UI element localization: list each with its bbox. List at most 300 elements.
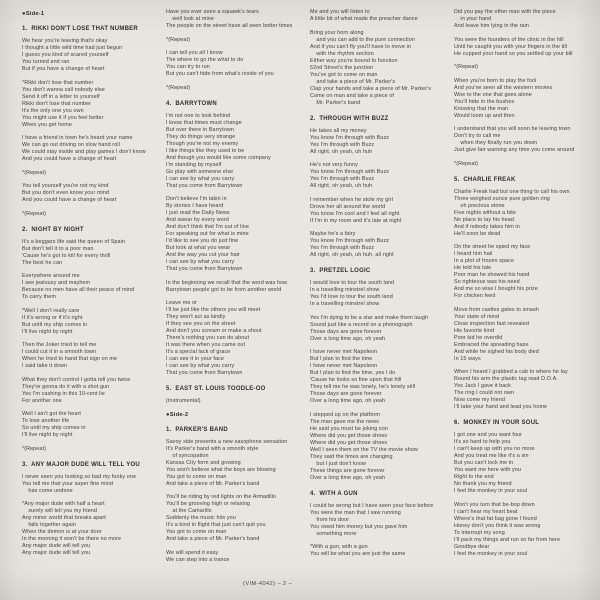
- stanza: [454, 126, 594, 154]
- lyric-line: And don't you scream or make a shout: [166, 328, 262, 334]
- lyric-line: You tell yourself you're not my kind: [22, 183, 109, 189]
- lyric-line: All right, oh yeah, uh huh: [310, 183, 373, 189]
- lyric-line: In a travelling minstrel show: [310, 301, 380, 307]
- stanza: [454, 502, 594, 558]
- lyric-line: So until my ship comes in: [22, 425, 86, 431]
- lyric-line: of syncopation: [166, 452, 209, 459]
- stanza: [166, 9, 306, 30]
- lyric-line: Rikki don't lose that number: [22, 100, 92, 107]
- stanza: [454, 244, 594, 300]
- lyric-line: I stepped up on the platform: [310, 411, 380, 418]
- lyric-line: *(Repeat): [22, 445, 46, 452]
- stanza: [166, 85, 306, 92]
- lyric-line: I can see by what you carry: [166, 259, 235, 265]
- lyric-line: And take a piece of Mr. Parker's band: [166, 536, 260, 542]
- lyric-line: But over there in Barrytown: [166, 126, 235, 133]
- lyric-line: He said you must be joking son: [310, 425, 388, 432]
- lyric-line: The man gave me the news: [310, 418, 379, 425]
- lyric-line: I'll be just like the others you will meet: [166, 307, 261, 313]
- lyric-line: Don't try to call me: [454, 133, 501, 139]
- lyric-line: I understand that you will soon be leaving town: [454, 126, 571, 132]
- stanza: [310, 231, 450, 259]
- lyric-line: It's Parker's band with a smooth style: [166, 445, 259, 452]
- lyric-line: The best he can: [22, 259, 63, 266]
- lyric-line: And if you can't fly you'll have to move in: [310, 43, 412, 50]
- lyric-line: You know I'm through with Buzz: [310, 238, 390, 244]
- stanza: [22, 135, 162, 163]
- lyric-line: I would love to tour the south land: [310, 280, 395, 286]
- lyric-line: I have a friend in town he's heard your name: [22, 135, 133, 141]
- stanza: [454, 78, 594, 120]
- lyric-line: Don't believe I'm takin in: [166, 196, 227, 202]
- stanza: [166, 439, 306, 488]
- lyric-line: For speaking out for what is mine: [166, 231, 249, 237]
- lyrics-column-4: [454, 9, 594, 570]
- lyric-line: has come undone: [22, 487, 73, 494]
- lyric-line: Would loom up and then: [454, 112, 515, 119]
- lyric-line: Savoy side presents a new saxophone sensation: [166, 438, 288, 445]
- lyric-line: I never seen you looking so bad my funky one: [22, 473, 137, 480]
- lyric-line: Did you pay the other man with the piece: [454, 9, 556, 15]
- lyric-line: You'll be grooving high or relaxing: [166, 501, 251, 507]
- stanza: [22, 446, 162, 453]
- lyric-line: In a travelling minstrel show: [310, 287, 380, 293]
- stanza: [22, 501, 162, 557]
- lyric-line: And you could have a change of heart: [22, 197, 117, 203]
- lyric-line: I'll pack my things and run so far from here: [454, 536, 561, 543]
- lyric-line: Then the Joker tried to tell me: [22, 342, 97, 348]
- lyric-line: *(Repeat): [454, 64, 478, 70]
- lyric-line: 'Cause he's got to kill for every thrill: [22, 252, 111, 259]
- lyric-line: We will spend it easy: [166, 549, 219, 556]
- lyric-line: Maybe he's a fairy: [310, 231, 356, 237]
- lyric-line: When I heard I grabbed a cab to where he lay: [454, 369, 568, 375]
- stanza: [22, 239, 162, 267]
- lyric-line: Yes I'd love to tour the south land: [310, 294, 393, 300]
- lyric-line: His favorite kind: [454, 327, 495, 334]
- lyric-line: 52nd Street's the junction: [310, 64, 374, 71]
- lyric-line: But you don't even know your mind: [22, 190, 110, 196]
- lyric-line: In the beginning we recall that the word was how: [166, 279, 288, 286]
- stanza: [454, 189, 594, 238]
- lyric-line: Yes I'm cashing in this 10-cent lie: [22, 390, 105, 397]
- lyric-line: And you treat me like it's a sin: [454, 453, 529, 459]
- stanza: [454, 37, 594, 58]
- lyric-line: And you could have a change of heart: [22, 156, 117, 162]
- lyric-line: He told his tale: [454, 265, 492, 271]
- lyric-line: I know that times must change: [166, 119, 242, 126]
- lyric-line: (Instrumental): [166, 398, 201, 404]
- lyric-line: For chicken feed: [454, 293, 496, 299]
- lyric-line: No place to lay his head: [454, 216, 514, 223]
- lyric-line: I just read the Daily News: [166, 210, 230, 216]
- lyric-line: All right, oh yeah, uh huh, all right: [310, 252, 394, 258]
- lyric-line: Bring your horn along: [310, 29, 364, 36]
- stanza: [310, 280, 450, 308]
- lyric-line: These things are gone forever: [310, 467, 385, 474]
- stanza: [22, 38, 162, 73]
- lyric-line: I could be wrong but I have seen your face before: [310, 502, 434, 509]
- lyric-line: And don't think that I'm out of line: [166, 224, 249, 230]
- song-title: 5. EAST ST. LOUIS TOODLE-OO: [166, 386, 266, 392]
- lyric-line: By stories I have heard: [166, 203, 224, 209]
- lyric-line: To carry them: [22, 294, 56, 300]
- lyric-line: in your hand: [454, 16, 492, 22]
- stanza: [22, 377, 162, 405]
- lyric-line: There's nothing you can do about: [166, 335, 250, 341]
- lyric-line: Drove her all around the world: [310, 203, 386, 210]
- lyric-line: Yes I'm through with Buzz: [310, 176, 375, 182]
- lyric-line: To lose another life: [22, 418, 70, 424]
- lyric-line: Move from castles gates to smash: [454, 306, 539, 313]
- lyric-line: That you come from Barrytown: [166, 266, 243, 272]
- song-title: 1. PARKER'S BAND: [166, 426, 228, 433]
- stanza: [166, 37, 306, 44]
- stanza: [454, 432, 594, 495]
- stanza: [22, 170, 162, 177]
- lyric-line: So righteous was his need: [454, 279, 520, 285]
- lyric-line: Charlie Freak had but one thing to call his own: [454, 188, 570, 195]
- lyric-line: When the demon is at your door: [22, 529, 102, 535]
- stanza: [310, 503, 450, 538]
- lyric-line: I feel the monkey in your soul: [454, 550, 528, 557]
- lyric-line: Any major dude will tell you: [22, 550, 91, 556]
- lyric-line: Those days are gone forever: [310, 391, 382, 397]
- lyric-line: Because no men have all their peace of mind: [22, 287, 135, 293]
- lyric-line: It's a special lack of grace: [166, 349, 231, 355]
- lyric-line: You might use it if you feel better: [22, 114, 104, 121]
- lyric-line: I can't keep up with you no more: [454, 446, 535, 452]
- lyric-line: well look at mine: [166, 16, 214, 22]
- lyric-line: You know I'm through with Buzz: [310, 169, 390, 175]
- lyrics-column-1: [22, 9, 162, 570]
- stanza: [310, 544, 450, 558]
- lyric-line: And leave him lying in the rain: [454, 23, 530, 29]
- lyrics-column-2: [166, 9, 306, 570]
- lyric-line: You turned and ran: [22, 59, 70, 65]
- lyric-line: What they don't control I gotta tell you twice: [22, 376, 131, 383]
- lyric-line: Poor man he showed his hand: [454, 272, 530, 278]
- stanza: [310, 197, 450, 225]
- stanza: [22, 273, 162, 301]
- lyric-line: It's the only one you own: [22, 107, 84, 114]
- lyric-line: But if you have a change of heart: [22, 66, 105, 72]
- lyric-line: Where's that fat bag gone I found: [454, 515, 537, 522]
- lyric-line: Though you're not my enemy: [166, 140, 239, 147]
- lyric-line: I like things like they used to be: [166, 147, 245, 154]
- lyric-line: And you've seen all the western movies: [454, 84, 553, 91]
- song-title: 3. ANY MAJOR DUDE WILL TELL YOU: [22, 461, 141, 468]
- lyric-line: We can step into a trance: [166, 556, 230, 563]
- lyric-line: Any major dude will tell you: [22, 543, 91, 549]
- lyric-line: Knowing that the man: [454, 105, 509, 112]
- lyric-line: He cupped your hand so you settled up your bill: [454, 50, 573, 57]
- lyric-line: If it's wrong or if it's right: [22, 314, 83, 321]
- lyric-line: *With a gun, with a gun: [310, 544, 368, 550]
- lyric-line: For another one: [22, 397, 62, 404]
- lyric-line: That you come from Barrytown: [166, 182, 243, 189]
- lyric-line: He's not very funny: [310, 162, 358, 168]
- lyric-line: Honey don't you think it was wrong: [454, 522, 541, 529]
- lyric-line: Your state of mind: [454, 313, 500, 320]
- lyric-line: I can see it in your face: [166, 356, 224, 362]
- lyric-line: In 15 ways: [454, 355, 481, 362]
- lyric-line: I have never met Napoleon: [310, 349, 378, 355]
- lyric-line: I remember when he stole my girl: [310, 196, 393, 203]
- lyric-line: You got to come on man: [166, 473, 227, 480]
- lyric-line: In a plot of frozen space: [454, 258, 515, 264]
- stanza: [310, 349, 450, 405]
- stanza: [22, 411, 162, 439]
- lyric-line: He takes all my money: [310, 127, 367, 134]
- lyric-line: Until he caught you with your fingers in the till: [454, 43, 568, 50]
- lyric-line: You owed him money but you gave him: [310, 523, 408, 530]
- lyric-line: *(Repeat): [22, 169, 46, 176]
- lyric-line: Mr. Parker's band: [310, 99, 361, 106]
- lyric-line: with the rhythm section: [310, 50, 374, 57]
- lyric-line: I thought a little wild time had just begun: [22, 45, 123, 51]
- lyric-line: Round his arm the plastic tag read D.O.A.: [454, 376, 558, 382]
- lyric-line: And the way you cut your hair: [166, 252, 240, 258]
- stanza: [310, 162, 450, 190]
- stanza: [166, 280, 306, 294]
- stanza: [454, 307, 594, 363]
- lyric-line: at the Camarillo: [166, 508, 212, 514]
- lyric-line: Now come my friend: [454, 397, 505, 403]
- lyric-line: *(Repeat): [454, 160, 478, 167]
- lyric-line: The where to go the what to do: [166, 57, 244, 63]
- lyric-line: You'll hide in the bushes: [454, 98, 515, 105]
- stanza: [166, 113, 306, 190]
- lyric-line: You want me here with you: [454, 467, 522, 473]
- stanza: [166, 300, 306, 377]
- lyric-line: We could stay inside and play games I don't know: [22, 149, 146, 155]
- lyric-line: I guess you kind of scared yourself: [22, 52, 109, 58]
- lyric-line: I could cut it in a smooth town: [22, 349, 97, 355]
- lyric-line: And swear by every word: [166, 217, 229, 223]
- stanza: [166, 550, 306, 564]
- lyrics-columns: [22, 9, 596, 570]
- stanza: [454, 9, 594, 30]
- lyric-line: They won't act as kindly: [166, 314, 226, 320]
- lyric-line: Barrytown people got to be from another world: [166, 286, 282, 293]
- lyric-line: Over a long time ago, oh yeah: [310, 474, 386, 481]
- lyric-line: No thank you my friend: [454, 481, 512, 487]
- lyric-line: I'm standing by myself: [166, 161, 222, 168]
- lyric-line: Everywhere around me: [22, 273, 80, 279]
- lyric-line: but I just don't know: [310, 460, 366, 467]
- lyric-line: Clap your hands and take a piece of Mr. Parker's: [310, 85, 432, 92]
- song-title: 2. THROUGH WITH BUZZ: [310, 115, 389, 122]
- lyric-line: You've got to come on man: [310, 71, 378, 78]
- stanza: [310, 9, 450, 23]
- song-title: 4. BARRYTOWN: [166, 100, 217, 107]
- lyric-line: Well I ain't got the heart: [22, 411, 81, 417]
- lyric-line: When he tried to hand that sign on me: [22, 356, 118, 362]
- lyric-line: Over a long time ago, oh yeah: [310, 398, 386, 404]
- lyric-line: He'll soon be dead: [454, 230, 501, 237]
- stanza: [22, 474, 162, 495]
- lyric-line: And if nobody takes him in: [454, 223, 520, 230]
- lyric-line: Yes I'm through with Buzz: [310, 141, 375, 148]
- lyric-line: They tell me he was lonely, he's lonely still: [310, 384, 416, 390]
- song-title: 2. NIGHT BY NIGHT: [22, 226, 84, 233]
- lyric-line: In the morning it won't be there no more: [22, 536, 122, 542]
- lyric-line: When you're born to play the fool: [454, 77, 537, 84]
- lyric-line: from his door: [310, 516, 350, 523]
- lyric-line: Come on man and take a piece of: [310, 92, 395, 99]
- lyric-line: When you get home: [22, 121, 72, 128]
- lyric-line: You were the man that I saw running: [310, 509, 401, 516]
- lyric-line: Goodbye dear: [454, 543, 490, 550]
- stanza: [22, 80, 162, 129]
- lyric-line: But I plan to find the time, yes I do: [310, 370, 396, 376]
- lyric-line: falls together again: [22, 522, 76, 528]
- lyric-line: We hear you're leaving that's okay: [22, 38, 108, 44]
- lyric-line: I see jealousy and mayhem: [22, 280, 91, 286]
- stanza: [454, 161, 594, 168]
- lyric-line: But don't tell it to a poor man: [22, 245, 94, 252]
- lyric-line: That you come from Barrytown: [166, 370, 243, 376]
- side-marker: ●Side-1: [22, 11, 45, 17]
- lyric-line: I heard him hail: [454, 251, 493, 257]
- lyric-line: On the street he spied my face: [454, 244, 531, 250]
- song-title: 1. RIKKI DON'T LOSE THAT NUMBER: [22, 26, 138, 32]
- lyric-line: And take a piece of Mr. Parker's band: [166, 480, 260, 487]
- song-title: 6. MONKEY IN YOUR SOUL: [454, 420, 540, 426]
- lyric-line: Sound just like a record on a phonograph: [310, 321, 413, 328]
- lyric-line: 'Cause he looks so fine upon that hill: [310, 377, 402, 383]
- lyric-line: when they finally run you down: [454, 140, 538, 146]
- lyric-line: and you can add to the pure connection: [310, 36, 415, 43]
- lyric-line: It's a bind in flight that just can't quit you: [166, 522, 266, 528]
- lyric-line: Those days are gone forever: [310, 328, 382, 335]
- lyric-line: Go play with someone else: [166, 168, 234, 175]
- lyric-line: You know I'm through with Buzz: [310, 134, 390, 141]
- lyric-line: It's so hard to help you: [454, 439, 511, 445]
- stanza: [310, 30, 450, 107]
- lyric-line: You will be what you are just the same: [310, 551, 406, 557]
- lyric-line: Me and you will listen to: [310, 9, 370, 15]
- stanza: [454, 369, 594, 411]
- stanza: [22, 342, 162, 370]
- lyric-line: To interrupt my song: [454, 529, 505, 536]
- stanza: [22, 183, 162, 204]
- lyric-line: And though you would like some company: [166, 154, 271, 161]
- lyric-line: Five nights without a bite: [454, 209, 516, 216]
- lyric-line: If I'm in my room and it's late at night: [310, 217, 402, 224]
- lyric-line: Where did you get those shoes: [310, 432, 388, 439]
- lyric-line: Suddenly the music hits you: [166, 515, 236, 521]
- lyric-line: I'll live night by night: [22, 328, 73, 335]
- lyric-line: But look at what you wear: [166, 245, 231, 251]
- lyric-line: *Any major dude with half a heart: [22, 501, 105, 507]
- lyric-line: You don't wanna call nobody else: [22, 86, 105, 93]
- lyric-line: I'll live night by night: [22, 432, 73, 438]
- lyric-line: But you can't hide from what's inside of you: [166, 71, 274, 77]
- song-title: 5. CHARLIE FREAK: [454, 176, 516, 183]
- lyric-line: Three weighed ounce pure golden ring: [454, 195, 550, 202]
- lyric-line: I have never met Napoleon: [310, 363, 378, 369]
- lyric-line: And me so wise I bought his prize: [454, 286, 538, 292]
- lyric-line: They do things very strange: [166, 133, 236, 140]
- footer-catalog-number: (VIM-4042) – 2 –: [243, 581, 293, 587]
- stanza: [310, 412, 450, 482]
- lyric-line: But I plan to find the time: [310, 356, 373, 362]
- lyric-line: Over a long time ago, oh yeah: [310, 335, 386, 342]
- lyric-line: Any minor world that breaks apart: [22, 515, 106, 521]
- lyric-line: and take a piece of Mr. Parker's: [310, 78, 396, 85]
- lyric-line: The ring I could not own: [454, 390, 514, 396]
- lyric-line: I'm not one to look behind: [166, 112, 231, 119]
- lyric-line: Kansas City form and growing: [166, 459, 241, 466]
- song-title: 3. PRETZEL LOGIC: [310, 268, 371, 274]
- lyric-line: I got one and you want four: [454, 432, 523, 438]
- song-title: 4. WITH A GUN: [310, 490, 358, 497]
- stanza: [22, 308, 162, 336]
- lyric-line: Have you ever seen a squawk's tears: [166, 9, 259, 15]
- lyric-line: And while he sighed his body died: [454, 348, 539, 355]
- lyric-line: I can't hear my heart beat: [454, 508, 518, 515]
- lyric-line: You can try to run: [166, 64, 210, 70]
- lyric-line: I'd like to see you do just fine: [166, 238, 239, 244]
- stanza: [166, 196, 306, 273]
- lyric-line: Poor kid he overdid: [454, 334, 503, 341]
- lyric-line: Right to the end: [454, 474, 494, 480]
- lyric-line: Just give fair warning any time you come around: [454, 147, 575, 153]
- lyric-line: Send it off in a letter to yourself: [22, 93, 100, 100]
- lyric-line: *(Repeat): [166, 84, 190, 91]
- lyric-line: *Rikki don't lose that number: [22, 79, 94, 86]
- lyric-line: All right, oh yeah, uh huh: [310, 148, 373, 155]
- lyric-line: If they see you on the street: [166, 321, 236, 327]
- lyric-line: Where did you get those shoes: [310, 439, 388, 446]
- lyric-line: They said the times are changing: [310, 453, 393, 460]
- lyric-line: *(Repeat): [22, 210, 46, 217]
- lyric-line: You won't believe what the boys are blowing: [166, 466, 276, 473]
- lyric-line: Won't you turn that be-bop down: [454, 501, 535, 508]
- lyric-line: It's a beggars life said the queen of Spain: [22, 238, 126, 245]
- lyric-line: Embraced the spreading haze: [454, 341, 529, 348]
- lyric-line: *Well I don't really care: [22, 307, 80, 314]
- lyric-line: I said take it down: [22, 363, 68, 369]
- lyric-line: The people on the street have all seen better times: [166, 23, 293, 29]
- lyric-line: I'll take your hand and lead you home: [454, 404, 548, 410]
- stanza: [166, 494, 306, 543]
- lyric-line: I can see by what you carry: [166, 175, 235, 182]
- lyric-line: Either way you're bound to function: [310, 57, 398, 64]
- lyric-line: You'll be riding by red lights on the Armadillo: [166, 494, 277, 500]
- lyric-line: something more: [310, 530, 357, 537]
- lyric-line: You tell me that your super fine mind: [22, 480, 113, 487]
- lyric-line: A little bit of what made the preacher dance: [310, 16, 418, 22]
- lyric-line: But you can't lock me in: [454, 460, 514, 466]
- stanza: [310, 315, 450, 343]
- lyric-line: oh precious stone: [454, 202, 505, 209]
- lyric-line: You got to come on man: [166, 529, 227, 535]
- lyric-line: You know I'm cool and I feel all right: [310, 210, 400, 217]
- lyric-line: I can tell you all I know: [166, 50, 223, 56]
- stanza: [22, 211, 162, 218]
- lyric-line: I feel the monkey in your soul: [454, 488, 528, 494]
- lyric-line: It was there when you came out: [166, 342, 246, 348]
- lyric-line: They're gonna do it with a shot gun: [22, 383, 110, 390]
- lyric-line: Yes I'm through with Buzz: [310, 245, 375, 251]
- lyric-line: I can see by what you carry: [166, 363, 235, 369]
- stanza: [166, 50, 306, 78]
- lyrics-column-3: [310, 9, 450, 570]
- side-marker: ●Side-2: [166, 411, 189, 418]
